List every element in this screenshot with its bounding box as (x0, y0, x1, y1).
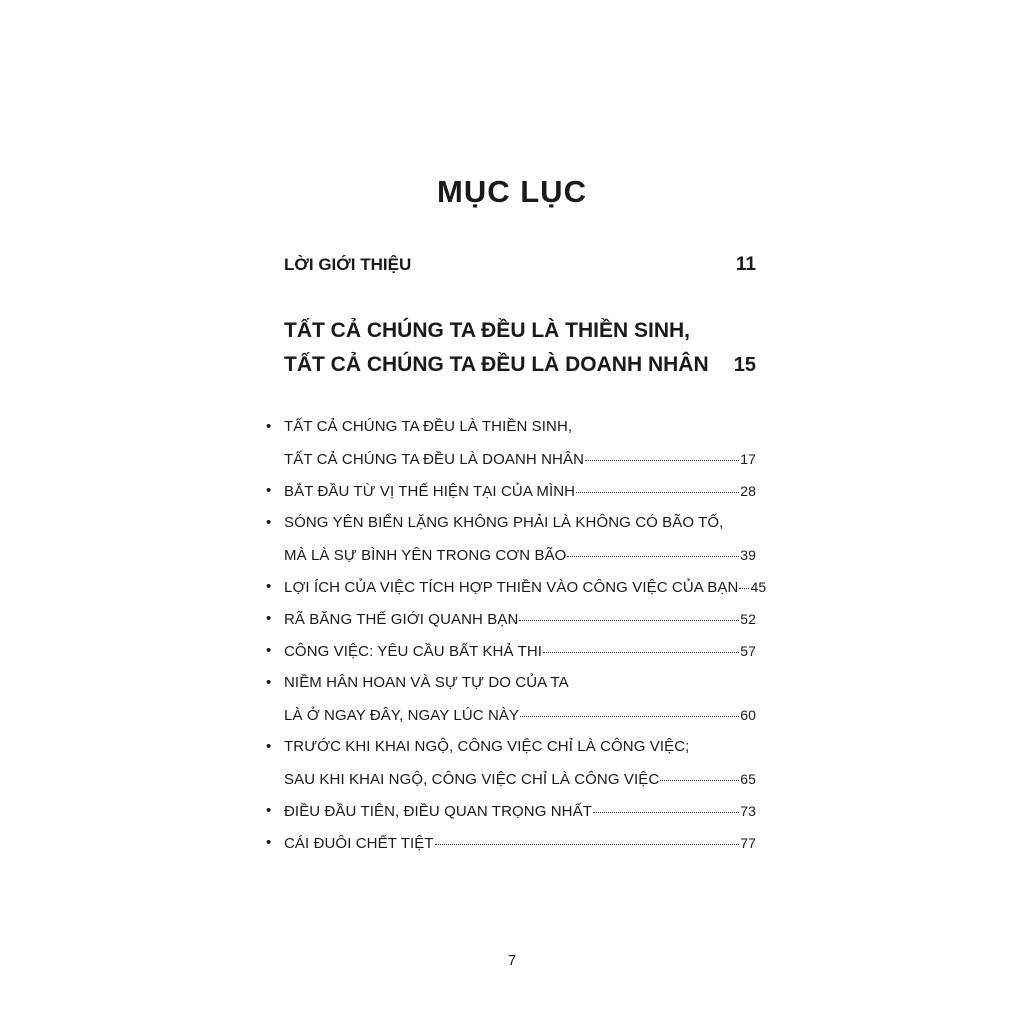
bullet-icon: • (266, 578, 272, 595)
toc-entry[interactable] (262, 507, 756, 571)
dot-leader (543, 652, 739, 653)
toc-intro-page: 11 (735, 254, 756, 275)
toc-entry-page: 28 (740, 483, 756, 499)
toc-entry-page: 52 (740, 611, 756, 627)
toc-entry-page: 65 (740, 771, 756, 787)
toc-entry[interactable] (262, 411, 756, 475)
toc-entry-title: BẮT ĐẦU TỪ VỊ THẾ HIỆN TẠI CỦA MÌNH (284, 483, 576, 500)
toc-entry-title: LỢI ÍCH CỦA VIỆC TÍCH HỢP THIỀN VÀO CÔNG VIỆC CỦA BẠN (284, 579, 739, 596)
toc-entry-title-line2: MÀ LÀ SỰ BÌNH YÊN TRONG CƠN BÃO (284, 547, 567, 564)
toc-entry[interactable] (262, 603, 756, 635)
bullet-icon: • (266, 610, 272, 627)
toc-entry-title: RÃ BĂNG THẾ GIỚI QUANH BẠN (284, 611, 519, 628)
toc-entry[interactable] (262, 667, 756, 731)
bullet-icon: • (266, 418, 272, 435)
toc-entry-title: ĐIỀU ĐẦU TIÊN, ĐIỀU QUAN TRỌNG NHẤT (284, 803, 592, 820)
toc-intro-label: LỜI GIỚI THIỆU (284, 255, 412, 274)
dot-leader (567, 556, 739, 557)
toc-part-page: 15 (733, 354, 756, 376)
toc-entry-page: 60 (740, 707, 756, 723)
bullet-icon: • (266, 834, 272, 851)
toc-entry-title-line2: LÀ Ở NGAY ĐÂY, NGAY LÚC NÀY (284, 707, 520, 724)
toc-entry-title-line1: TẤT CẢ CHÚNG TA ĐỀU LÀ THIỀN SINH, (284, 418, 573, 435)
page-number: 7 (507, 952, 517, 969)
toc-entry[interactable] (262, 795, 756, 827)
dot-leader (593, 812, 739, 813)
toc-entry-page: 39 (740, 547, 756, 563)
toc-entry-page: 45 (750, 579, 767, 595)
toc-entry[interactable] (262, 475, 756, 507)
bullet-icon: • (266, 514, 272, 531)
toc-entry-title-line1: SÓNG YÊN BIỂN LẶNG KHÔNG PHẢI LÀ KHÔNG CÓ BÃO TỐ, (284, 514, 724, 531)
toc-part-heading[interactable] (284, 314, 756, 382)
toc-entry-page: 73 (740, 803, 756, 819)
toc-intro-row[interactable] (284, 254, 756, 276)
dot-leader (739, 588, 749, 589)
toc-entry-list (262, 411, 767, 859)
dot-leader (576, 492, 739, 493)
bullet-icon: • (266, 482, 272, 499)
toc-part-title-line2: TẤT CẢ CHÚNG TA ĐỀU LÀ DOANH NHÂN (284, 353, 709, 376)
toc-entry-page: 77 (740, 835, 756, 851)
page-title: MỤC LỤC (437, 174, 587, 209)
toc-entry[interactable] (262, 571, 767, 603)
dot-leader (519, 620, 739, 621)
toc-entry-title-line2: SAU KHI KHAI NGỘ, CÔNG VIỆC CHỈ LÀ CÔNG VIỆC (284, 771, 660, 788)
toc-entry[interactable] (262, 731, 756, 795)
toc-entry-page: 17 (740, 451, 756, 467)
dot-leader (585, 460, 739, 461)
dot-leader (435, 844, 740, 845)
toc-part-title-line1: TẤT CẢ CHÚNG TA ĐỀU LÀ THIỀN SINH, (284, 319, 690, 342)
dot-leader (520, 716, 739, 717)
toc-entry-title-line1: NIỀM HÂN HOAN VÀ SỰ TỰ DO CỦA TA (284, 674, 569, 691)
toc-entry-title-line1: TRƯỚC KHI KHAI NGỘ, CÔNG VIỆC CHỈ LÀ CÔNG VIỆC; (284, 738, 690, 755)
dot-leader (660, 780, 739, 781)
toc-entry[interactable] (262, 827, 756, 859)
bullet-icon: • (266, 738, 272, 755)
toc-entry-title-line2: TẤT CẢ CHÚNG TA ĐỀU LÀ DOANH NHÂN (284, 451, 585, 468)
toc-entry-page: 57 (740, 643, 756, 659)
bullet-icon: • (266, 642, 272, 659)
bullet-icon: • (266, 674, 272, 691)
toc-entry-title: CÔNG VIỆC: YÊU CẦU BẤT KHẢ THI (284, 643, 543, 660)
bullet-icon: • (266, 802, 272, 819)
toc-entry[interactable] (262, 635, 756, 667)
toc-entry-title: CÁI ĐUÔI CHẾT TIỆT (284, 835, 434, 852)
